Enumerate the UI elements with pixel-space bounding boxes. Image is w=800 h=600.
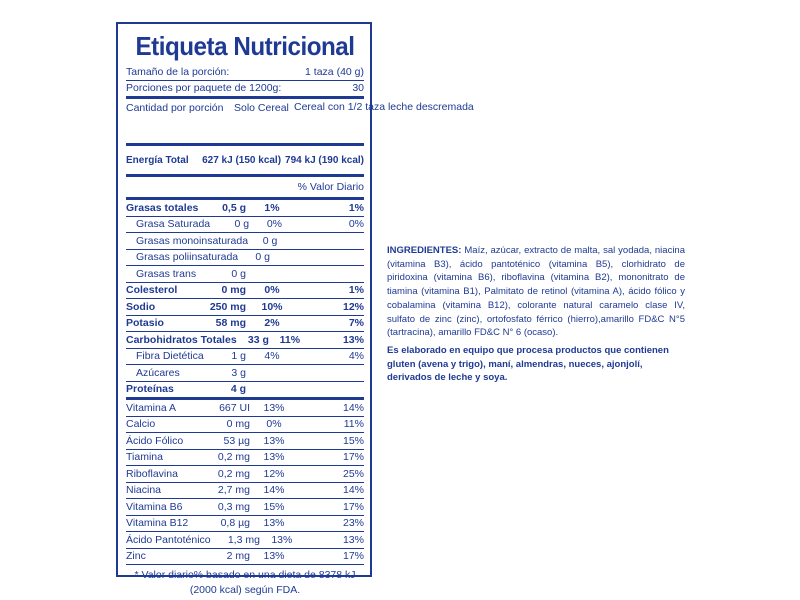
column-cereal-only: Solo Cereal: [234, 102, 289, 114]
vitamin-amount: 0,3 mg: [217, 500, 250, 513]
nutrient-row: [126, 316, 364, 333]
energy-cereal-only: 627 kJ (150 kcal): [202, 154, 282, 166]
vitamin-pct-cereal: 13%: [263, 550, 285, 562]
ingredients-text: Maíz, azúcar, extracto de malta, sal yodada, niacina (vitamina B3), ácido pantoténico (vitamina B5), clorhidrato de piridoxina (vitamina B6), riboflavina (vitamina B2), mononitrato de tiamina (vitamina B1), Palmitato de retinol (vitamina A), ácido fólico y cobalamina (vitamina B12), colorante natural caramelo clase IV, sulfato de zinc (zinc), ortofosfato férrico (hierro),amarillo FD&C N°5 (tartracina), amarillo FD&C N° 6 (ocaso).: [387, 245, 686, 339]
vitamin-pct-cereal: 14%: [263, 484, 285, 496]
serving-size-value: 1 taza (40 g): [305, 65, 364, 78]
vitamin-name: Tiamina: [126, 451, 163, 463]
nutrient-row: [126, 217, 364, 234]
vitamins-table: [126, 400, 364, 565]
nutrient-amount: 250 mg: [209, 300, 246, 313]
servings-per-package-row: [126, 81, 364, 100]
energy-row: [126, 146, 364, 177]
vitamin-row: [126, 450, 364, 467]
vitamin-pct-milk: 14%: [342, 484, 364, 496]
vitamin-pct-cereal: 12%: [263, 467, 285, 480]
nutrient-pct-milk: 1%: [348, 284, 364, 296]
nutrient-pct-milk: 13%: [342, 333, 364, 346]
vitamin-pct-cereal: 0%: [266, 418, 282, 430]
vitamin-pct-milk: 13%: [342, 533, 364, 546]
nutrient-amount: 0 g: [234, 218, 250, 230]
nutrient-amount: 0,5 g: [222, 201, 246, 214]
vitamin-pct-milk: 17%: [342, 451, 364, 463]
nutrient-name: Grasa Saturada: [136, 218, 211, 230]
nutrient-row: [126, 266, 364, 283]
ingredients-label: INGREDIENTES:: [387, 245, 462, 256]
nutrient-pct-cereal: 1%: [264, 201, 280, 214]
vitamin-name: Niacina: [126, 484, 162, 496]
nutrient-name: Grasas monoinsaturada: [136, 234, 249, 247]
vitamin-pct-cereal: 13%: [263, 434, 285, 447]
percent-daily-value-label: % Valor Diario: [297, 180, 364, 193]
nutrient-amount: 3 g: [231, 366, 246, 379]
vitamin-pct-cereal: 15%: [263, 500, 285, 513]
nutrient-pct-cereal: 10%: [261, 300, 283, 313]
vitamin-row: [126, 466, 364, 483]
vitamin-row: [126, 433, 364, 450]
vitamin-amount: 2,7 mg: [217, 484, 250, 496]
nutrient-row: [126, 250, 364, 267]
vitamin-name: Ácido Fólico: [126, 434, 184, 447]
vitamin-amount: 0,2 mg: [217, 467, 250, 480]
energy-label: Energía Total: [126, 154, 189, 166]
nutrient-pct-milk: 4%: [348, 350, 364, 362]
vitamin-pct-cereal: 13%: [263, 451, 285, 463]
nutrient-row: [126, 382, 364, 401]
vitamin-amount: 0,8 µg: [220, 517, 250, 529]
vitamin-pct-milk: 15%: [342, 434, 364, 447]
nutrient-name: Grasas poliinsaturada: [136, 251, 239, 263]
nutrient-pct-cereal: 4%: [264, 350, 280, 362]
nutrient-name: Azúcares: [136, 366, 180, 379]
nutrient-amount: 4 g: [230, 383, 246, 395]
vitamin-name: Zinc: [126, 550, 146, 562]
nutrient-name: Grasas trans: [136, 267, 197, 280]
vitamin-row: [126, 549, 364, 566]
vitamin-pct-milk: 25%: [342, 467, 364, 480]
nutrient-pct-milk: 12%: [342, 300, 364, 313]
footnote: * Valor diario% basado en una dieta de 8378 kJ (2000 kcal) según FDA.: [134, 569, 356, 596]
nutrient-name: Grasas totales: [126, 201, 199, 214]
nutrient-row: [126, 332, 364, 349]
nutrient-amount: 58 mg: [215, 317, 246, 329]
energy-with-milk: 794 kJ (190 kcal): [285, 154, 364, 166]
servings-per-package-label: Porciones por paquete de 1200g:: [126, 82, 282, 94]
amount-header-row: [126, 99, 474, 146]
nutrient-row: [126, 349, 364, 366]
nutrient-name: Sodio: [126, 300, 156, 313]
nutrients-table: [126, 200, 364, 400]
nutrient-pct-cereal: 0%: [266, 218, 282, 230]
column-cereal-with-milk: Cereal con 1/2 taza leche descremada: [294, 101, 474, 113]
nutrient-amount: 0 g: [262, 234, 278, 247]
vitamin-name: Calcio: [126, 418, 156, 430]
nutrient-amount: 0 g: [255, 251, 270, 263]
nutrient-name: Colesterol: [126, 284, 178, 296]
vitamin-pct-milk: 17%: [342, 500, 364, 513]
vitamin-row: [126, 499, 364, 516]
vitamin-pct-milk: 11%: [343, 418, 364, 430]
nutrient-amount: 0 mg: [221, 284, 246, 296]
servings-per-package-value: 30: [352, 82, 364, 94]
nutrient-row: [126, 200, 364, 217]
serving-size-label: Tamaño de la porción:: [126, 65, 230, 78]
nutrient-row: [126, 365, 364, 382]
vitamin-row: [126, 400, 364, 417]
vitamin-row: [126, 516, 364, 533]
vitamin-pct-milk: 17%: [342, 550, 364, 562]
amount-per-serving-label: Cantidad por porción: [126, 102, 224, 114]
nutrient-amount: 1 g: [231, 350, 246, 362]
vitamin-amount: 0,2 mg: [217, 451, 250, 463]
nutrient-amount: 33 g: [247, 333, 269, 346]
vitamin-name: Ácido Pantoténico: [126, 533, 211, 546]
vitamin-row: [126, 417, 364, 434]
vitamin-pct-milk: 14%: [342, 401, 364, 414]
vitamin-pct-cereal: 13%: [271, 533, 293, 546]
vitamin-amount: 2 mg: [226, 550, 250, 562]
vitamin-amount: 0 mg: [226, 418, 250, 430]
nutrient-row: [126, 283, 364, 300]
nutrient-pct-cereal: 0%: [264, 284, 280, 296]
vitamin-row: [126, 532, 364, 549]
nutrient-row: [126, 299, 364, 316]
vitamin-amount: 53 µg: [223, 434, 250, 447]
nutrient-name: Proteínas: [126, 383, 174, 395]
nutrient-amount: 0 g: [231, 267, 246, 280]
nutrient-name: Potasio: [126, 317, 164, 329]
nutrient-pct-milk: 0%: [348, 218, 364, 230]
nutrient-name: Carbohidratos Totales: [126, 333, 237, 346]
nutrient-pct-milk: 1%: [348, 201, 364, 214]
vitamin-pct-cereal: 13%: [263, 401, 285, 414]
vitamin-pct-milk: 23%: [342, 517, 364, 529]
vitamin-name: Riboflavina: [126, 467, 178, 480]
vitamin-pct-cereal: 13%: [263, 517, 285, 529]
nutrient-name: Fibra Dietética: [136, 350, 204, 362]
vitamin-row: [126, 483, 364, 500]
allergen-statement: Es elaborado en equipo que procesa productos que contienen gluten (avena y trigo), maní, almendras, nueces, ajonjolí, derivados de leche y soya.: [387, 345, 669, 384]
nutrient-pct-cereal: 2%: [264, 317, 280, 329]
vitamin-amount: 1,3 mg: [227, 533, 260, 546]
ingredients-block: [387, 244, 685, 340]
percent-daily-value-header: [126, 177, 364, 200]
vitamin-name: Vitamina B6: [126, 500, 183, 513]
nutrient-pct-milk: 7%: [348, 317, 364, 329]
vitamin-name: Vitamina B12: [126, 517, 189, 529]
label-title: Etiqueta Nutricional: [135, 31, 355, 61]
nutrient-pct-cereal: 11%: [279, 333, 301, 346]
nutrient-row: [126, 233, 364, 250]
vitamin-amount: 667 UI: [219, 401, 250, 414]
vitamin-name: Vitamina A: [126, 401, 177, 414]
serving-size-row: [126, 64, 364, 81]
